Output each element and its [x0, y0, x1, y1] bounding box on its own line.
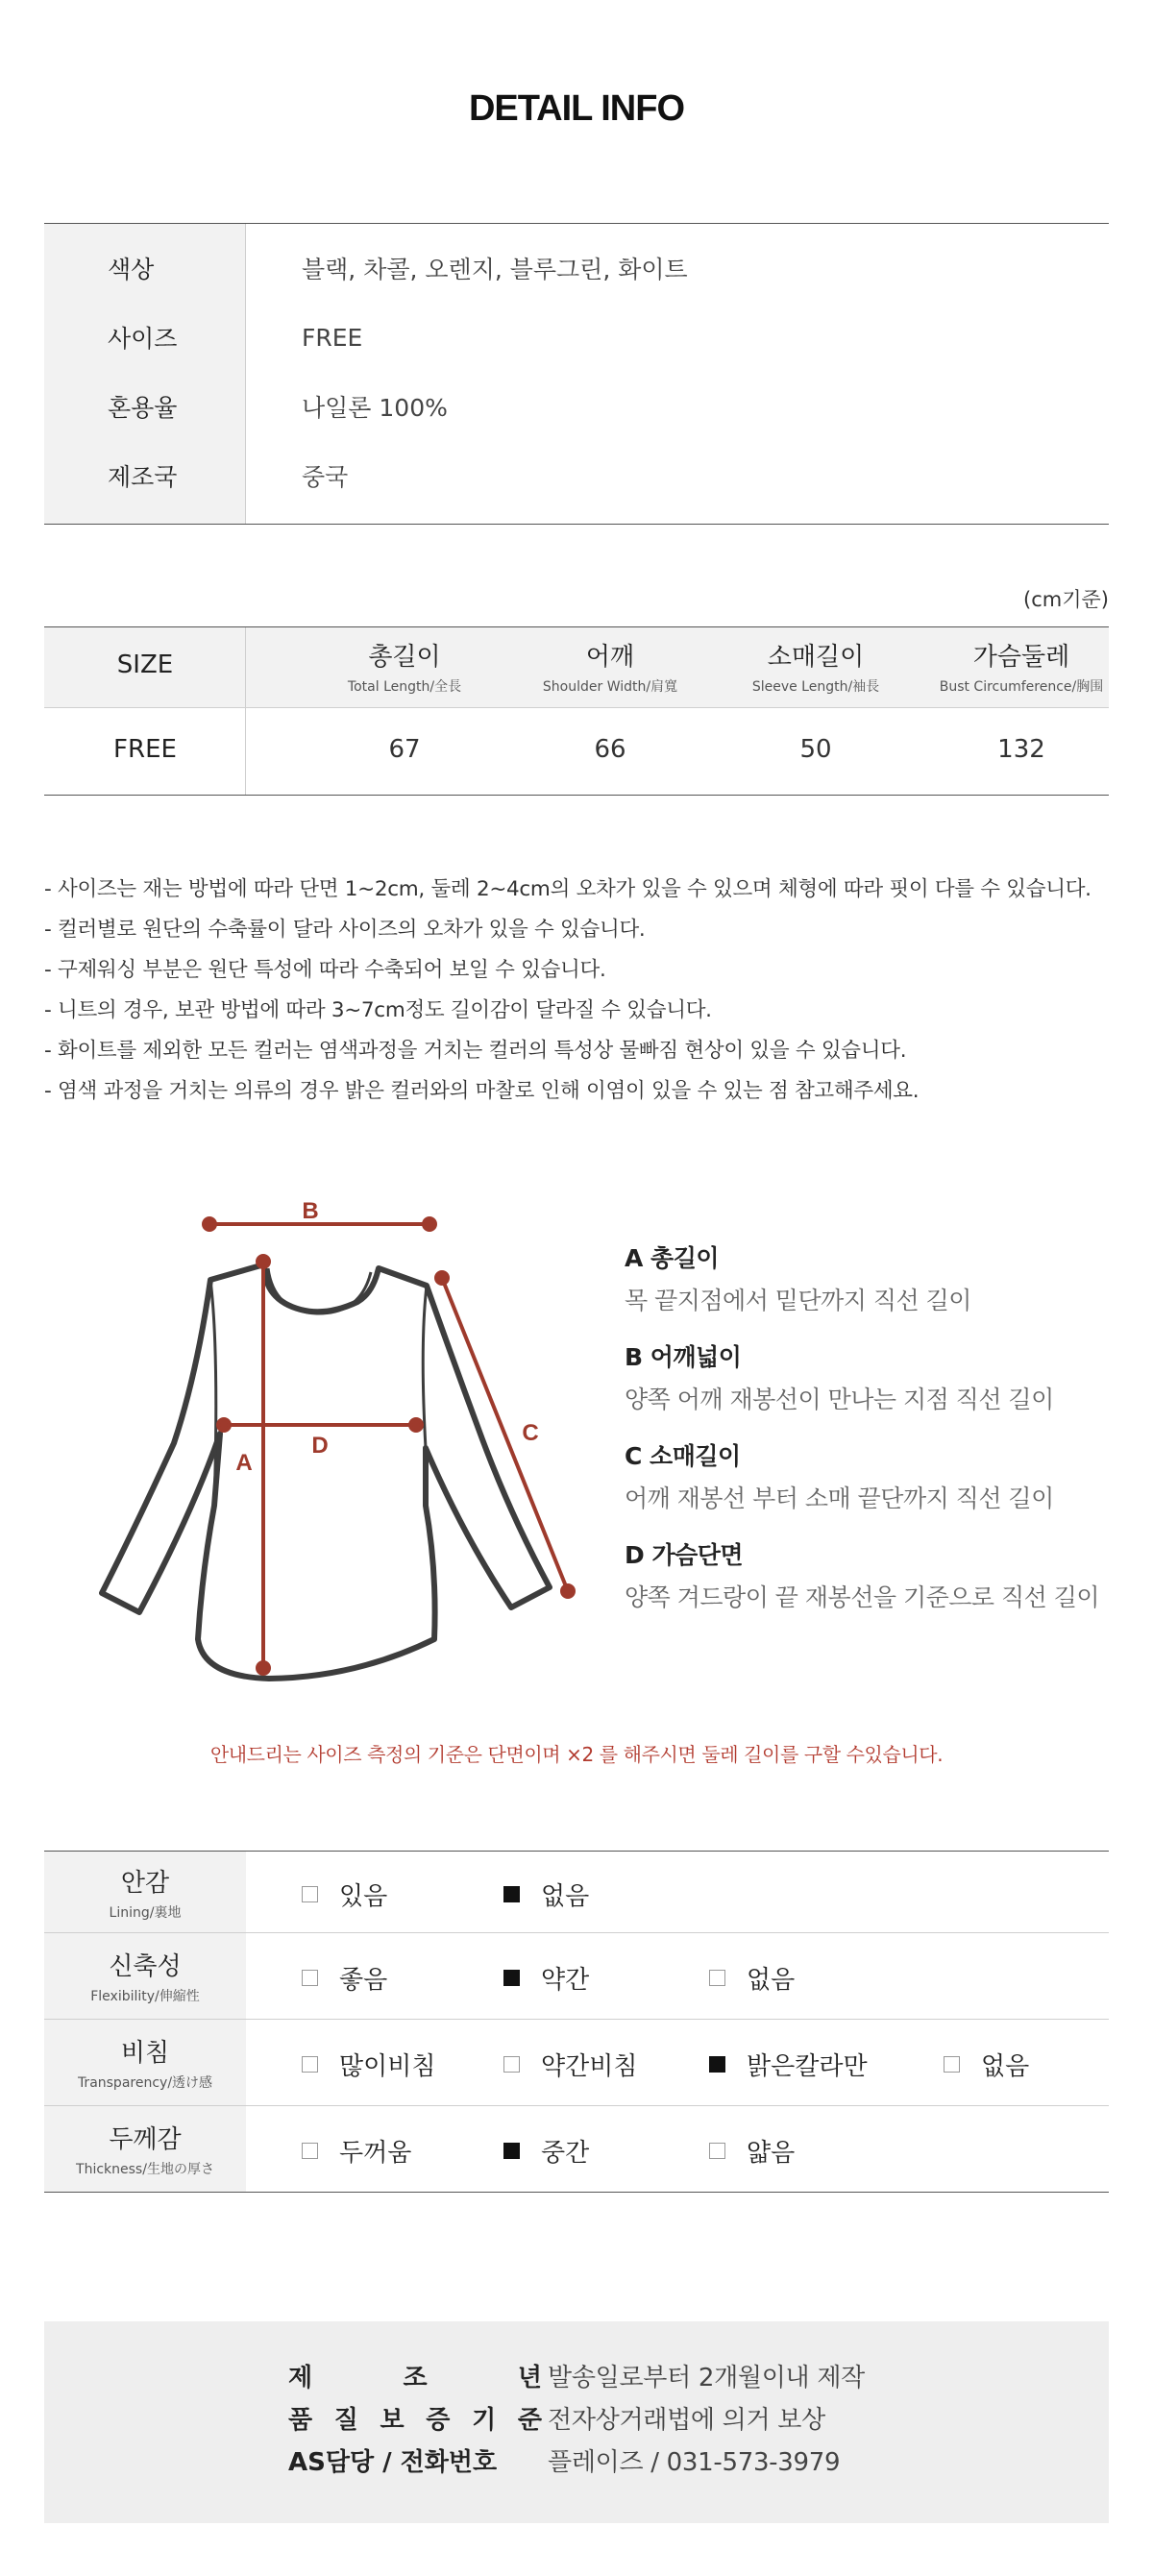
info-row-color: [44, 233, 1109, 303]
info-value: 나일론 100%: [302, 394, 448, 422]
option-label: 없음: [981, 2052, 1030, 2081]
fabric-option: [944, 2047, 1029, 2082]
label-a: A: [235, 1450, 253, 1476]
size-table: [44, 626, 1109, 796]
info-row-origin: [44, 441, 1109, 510]
measure-point: [562, 1585, 574, 1597]
fabric-option: [503, 1960, 589, 1996]
fabric-option: [503, 2047, 637, 2082]
fabric-label: [44, 2033, 246, 2092]
fabric-option: [503, 2133, 589, 2169]
size-column-sub: Shoulder Width/肩寬: [542, 679, 678, 695]
option-label: 없음: [747, 1966, 796, 1995]
fabric-option: [302, 1877, 387, 1912]
footer-value: 플레이즈 / 031-573-3979: [548, 2447, 841, 2477]
measure-point: [258, 1662, 269, 1674]
option-label: 약간: [541, 1966, 590, 1995]
fabric-label-main: 신축성: [109, 1952, 182, 1981]
size-row-label: FREE: [113, 735, 177, 764]
fabric-label-main: 두께감: [109, 2125, 182, 2154]
fabric-label-main: 안감: [120, 1869, 170, 1898]
size-value: 50: [799, 735, 832, 764]
diagram-letters: [235, 1198, 538, 1476]
measurement-title: B 어깨넓이: [625, 1343, 742, 1371]
fabric-option: [709, 1960, 795, 1996]
measurement-item: [625, 1338, 1054, 1415]
info-value: FREE: [302, 323, 363, 352]
checkbox-checked-icon: [503, 1970, 520, 1986]
fabric-label-sub: Transparency/透け感: [77, 2075, 213, 2091]
checkbox-icon: [302, 2143, 318, 2159]
size-guide-note: 안내드리는 사이즈 측정의 기준은 단면이며 ×2 를 해주시면 둘레 길이를 구할 수있습니다.: [209, 1743, 944, 1766]
fabric-label: [44, 2120, 246, 2178]
measure-point: [424, 1218, 435, 1230]
notes-list: [44, 872, 1120, 1115]
note-item: - 화이트를 제외한 모든 컬러는 염색과정을 거치는 컬러의 특성상 물빠짐 현상이 있을 수 있습니다.: [44, 1039, 907, 1063]
footer-row-quality: [44, 2396, 1109, 2439]
checkbox-checked-icon: [709, 2056, 725, 2073]
info-value: 중국: [302, 463, 349, 491]
manufacturing-info-box: [44, 2321, 1109, 2523]
shirt-outline: [102, 1264, 550, 1679]
fabric-row-thickness: [44, 2106, 1109, 2193]
size-column-header: [713, 637, 919, 696]
fabric-row-transparency: [44, 2020, 1109, 2106]
size-header-label: SIZE: [116, 650, 174, 679]
fabric-option: [302, 2047, 435, 2082]
option-label: 없음: [541, 1882, 590, 1911]
fabric-option: [709, 2133, 795, 2169]
measure-point: [410, 1419, 422, 1431]
info-label: 색상: [108, 256, 155, 283]
size-column-sub: Total Length/全長: [347, 679, 462, 695]
note-item: - 컬러별로 원단의 수축률이 달라 사이즈의 오차가 있을 수 있습니다.: [44, 918, 646, 942]
measure-point: [258, 1256, 269, 1267]
footer-key: AS담당 / 전화번호: [288, 2447, 498, 2477]
info-row-material: [44, 372, 1109, 441]
size-column-sub: Sleeve Length/袖長: [751, 679, 880, 695]
fabric-label-sub: Lining/裏地: [109, 1905, 182, 1921]
option-label: 좋음: [339, 1966, 388, 1995]
size-column-name: 가슴둘레: [972, 643, 1070, 672]
info-label: 혼용율: [108, 394, 178, 422]
garment-measurement-diagram: [67, 1191, 605, 1691]
page-title: DETAIL INFO: [468, 88, 685, 129]
checkbox-checked-icon: [503, 1886, 520, 1902]
measure-point: [204, 1218, 215, 1230]
size-value: 67: [388, 735, 421, 764]
footer-key: 품 질 보 증 기 준: [288, 2405, 542, 2435]
footer-value: 전자상거래법에 의거 보상: [548, 2405, 825, 2435]
fabric-row-lining: [44, 1852, 1109, 1933]
fabric-label: [44, 1863, 246, 1922]
fabric-option: [302, 2133, 411, 2169]
info-row-size: [44, 303, 1109, 372]
fabric-label-sub: Flexibility/伸縮性: [90, 1989, 200, 2004]
checkbox-icon: [709, 1970, 725, 1986]
label-d: D: [311, 1433, 329, 1459]
note-item: - 염색 과정을 거치는 의류의 경우 밝은 컬러와의 마찰로 인해 이염이 있을 수 있는 점 참고해주세요.: [44, 1079, 920, 1103]
checkbox-icon: [302, 1886, 318, 1902]
size-column-name: 어깨: [585, 643, 635, 672]
size-value: 132: [997, 735, 1045, 764]
option-label: 약간비침: [541, 2052, 638, 2081]
checkbox-icon: [944, 2056, 960, 2073]
measure-point: [218, 1419, 230, 1431]
label-c: C: [522, 1420, 539, 1446]
checkbox-checked-icon: [503, 2143, 520, 2159]
checkbox-icon: [709, 2143, 725, 2159]
product-info-table: [44, 223, 1109, 525]
size-column-name: 총길이: [368, 643, 441, 672]
measurement-title: C 소매길이: [625, 1442, 741, 1470]
measurement-item: [625, 1437, 1054, 1514]
measurement-desc: 양쪽 어깨 재봉선이 만나는 지점 직선 길이: [625, 1386, 1054, 1413]
measurement-title: A 총길이: [625, 1244, 720, 1272]
fabric-option: [709, 2047, 868, 2082]
checkbox-icon: [302, 1970, 318, 1986]
fabric-row-flexibility: [44, 1933, 1109, 2020]
sleeve-measure-line: [442, 1278, 568, 1591]
size-column-header: [302, 637, 507, 696]
info-label: 제조국: [108, 463, 178, 491]
measurement-title: D 가슴단면: [625, 1541, 744, 1569]
note-item: - 구제워싱 부분은 원단 특성에 따라 수축되어 보일 수 있습니다.: [44, 958, 606, 982]
label-b: B: [302, 1198, 319, 1224]
option-label: 밝은칼라만: [747, 2052, 868, 2081]
footer-row-contact: [44, 2439, 1109, 2481]
option-label: 얇음: [747, 2139, 796, 2168]
checkbox-icon: [302, 2056, 318, 2073]
size-unit-note: (cm기준): [1023, 588, 1109, 611]
note-item: - 니트의 경우, 보관 방법에 따라 3~7cm정도 길이감이 달라질 수 있습니다.: [44, 998, 712, 1022]
option-label: 있음: [339, 1882, 388, 1911]
measurement-desc: 어깨 재봉선 부터 소매 끝단까지 직선 길이: [625, 1484, 1054, 1512]
measurement-item: [625, 1239, 971, 1316]
info-label: 사이즈: [108, 325, 178, 353]
option-label: 두꺼움: [339, 2139, 412, 2168]
size-value: 66: [594, 735, 626, 764]
fabric-label-sub: Thickness/生地の厚さ: [76, 2162, 214, 2177]
fabric-label: [44, 1947, 246, 2005]
fabric-option: [503, 1877, 589, 1912]
measurement-desc: 양쪽 겨드랑이 끝 재봉선을 기준으로 직선 길이: [625, 1583, 1100, 1611]
footer-row-production: [44, 2354, 1109, 2396]
size-column-header: [919, 637, 1124, 696]
option-label: 중간: [541, 2139, 590, 2168]
checkbox-icon: [503, 2056, 520, 2073]
size-column-sub: Bust Circumference/胸围: [939, 679, 1104, 695]
measurement-item: [625, 1536, 1099, 1613]
fabric-properties-table: [44, 1851, 1109, 2193]
size-column-name: 소매길이: [767, 643, 865, 672]
size-column-header: [507, 637, 713, 696]
measurement-desc: 목 끝지점에서 밑단까지 직선 길이: [625, 1287, 971, 1314]
option-label: 많이비침: [339, 2052, 436, 2081]
footer-key: 제 조 년: [288, 2363, 542, 2392]
fabric-option: [302, 1960, 387, 1996]
measure-point: [436, 1272, 448, 1284]
footer-value: 발송일로부터 2개월이내 제작: [548, 2363, 865, 2392]
info-value: 블랙, 차콜, 오렌지, 블루그린, 화이트: [302, 256, 688, 283]
note-item: - 사이즈는 재는 방법에 따라 단면 1~2cm, 둘레 2~4cm의 오차가 있을 수 있으며 체형에 따라 핏이 다를 수 있습니다.: [44, 877, 1092, 901]
fabric-label-main: 비침: [120, 2039, 170, 2068]
